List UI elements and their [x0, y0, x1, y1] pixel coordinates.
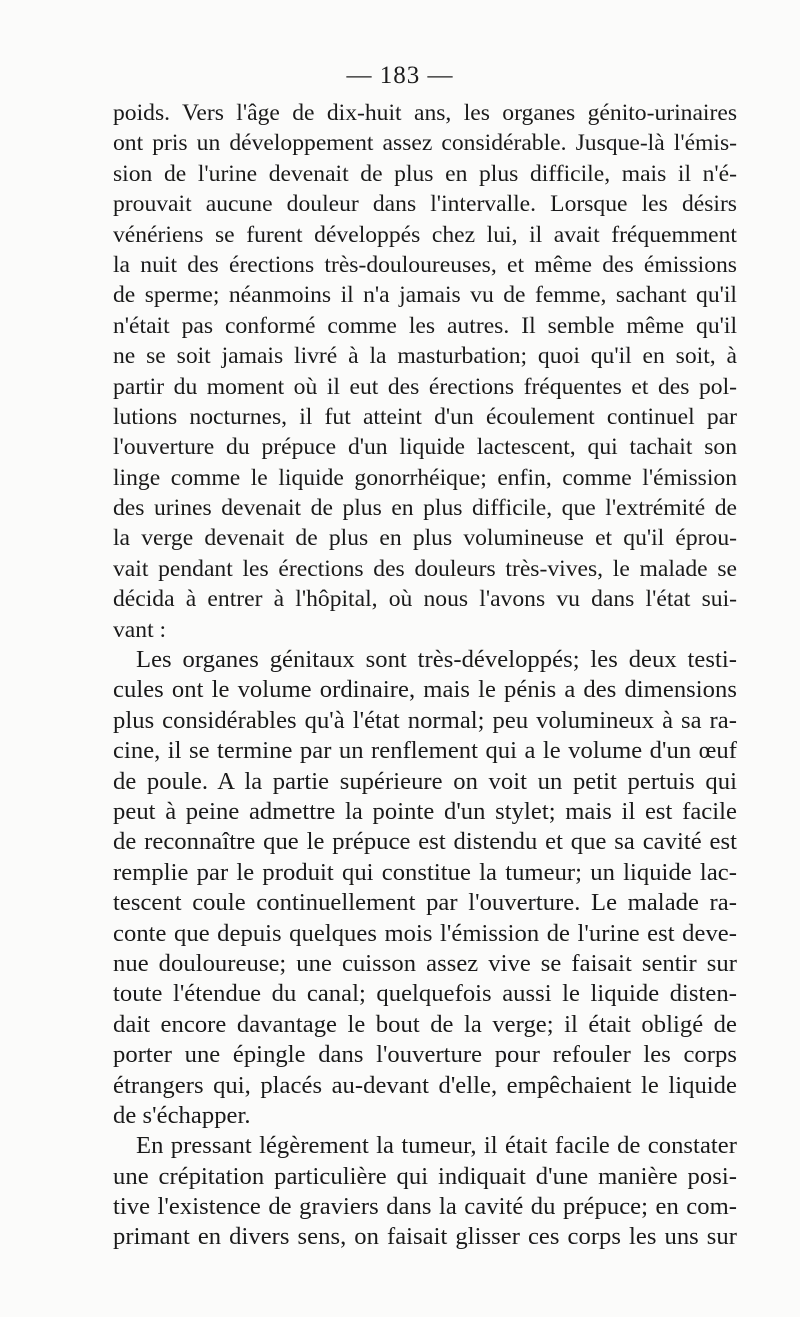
text-line: linge comme le liquide gonorrhéique; enfin, comme l'émission — [113, 464, 737, 491]
text-line: nue douloureuse; une cuisson assez vive se faisait sentir sur — [113, 949, 737, 977]
text-line: ont pris un développement assez considérable. Jusque-là l'émis- — [113, 130, 737, 157]
text-line: vant : — [113, 616, 167, 643]
text-line: des urines devenait de plus en plus difficile, que l'extrémité de — [113, 495, 737, 522]
text-line: étrangers qui, placés au-devant d'elle, empêchaient le liquide — [113, 1071, 737, 1099]
text-line: Les organes génitaux sont très-développés; les deux testi- — [136, 646, 737, 674]
text-line: plus considérables qu'à l'état normal; peu volumineux à sa ra- — [113, 706, 737, 734]
text-line: porter une épingle dans l'ouverture pour refouler les corps — [113, 1041, 737, 1069]
text-line: tive l'existence de graviers dans la cavité du prépuce; en com- — [113, 1193, 737, 1221]
text-line: de sperme; néanmoins il n'a jamais vu de femme, sachant qu'il — [113, 282, 737, 309]
text-line: la nuit des érections très-douloureuses, et même des émissions — [113, 251, 737, 278]
text-line: ne se soit jamais livré à la masturbation; quoi qu'il en soit, à — [113, 343, 737, 370]
text-line: sion de l'urine devenait de plus en plus difficile, mais il n'é- — [113, 160, 737, 187]
paragraph — [113, 645, 737, 1253]
text-line: décida à entrer à l'hôpital, où nous l'avons vu dans l'état sui- — [113, 586, 737, 613]
text-line: primant en divers sens, on faisait glisser ces corps les uns sur — [113, 1223, 737, 1251]
page-number: — 183 — — [346, 62, 454, 89]
text-line: l'ouverture du prépuce d'un liquide lactescent, qui tachait son — [113, 434, 737, 461]
text-line: tescent coule continuellement par l'ouverture. Le malade ra- — [113, 889, 737, 917]
text-line: n'était pas conformé comme les autres. Il semble même qu'il — [113, 312, 737, 339]
text-line: de poule. A la partie supérieure on voit un petit pertuis qui — [113, 767, 737, 795]
body-text — [113, 98, 737, 1253]
text-line: peut à peine admettre la pointe d'un stylet; mais il est facile — [113, 797, 737, 825]
text-line: de s'échapper. — [113, 1101, 251, 1129]
text-line: cules ont le volume ordinaire, mais le pénis a des dimensions — [113, 676, 737, 704]
text-line: une crépitation particulière qui indiquait d'une manière posi- — [113, 1162, 737, 1190]
paragraph — [113, 98, 737, 645]
text-line: dait encore davantage le bout de la verge; il était obligé de — [113, 1010, 737, 1038]
text-line: vait pendant les érections des douleurs très-vives, le malade se — [113, 555, 737, 582]
text-line: remplie par le produit qui constitue la tumeur; un liquide lac- — [113, 858, 737, 886]
text-line: cine, il se termine par un renflement qui a le volume d'un œuf — [113, 737, 737, 765]
text-line: partir du moment où il eut des érections fréquentes et des pol- — [113, 373, 737, 400]
text-line: lutions nocturnes, il fut atteint d'un écoulement continuel par — [113, 403, 737, 430]
text-line: toute l'étendue du canal; quelquefois aussi le liquide disten- — [113, 980, 737, 1008]
text-line: de reconnaître que le prépuce est distendu et que sa cavité est — [113, 828, 737, 856]
text-line: vénériens se furent développés chez lui, il avait fréquemment — [113, 221, 737, 248]
text-line: prouvait aucune douleur dans l'intervalle. Lorsque les désirs — [113, 191, 737, 218]
text-line: conte que depuis quelques mois l'émission de l'urine est deve- — [113, 919, 737, 947]
text-line: poids. Vers l'âge de dix-huit ans, les organes génito-urinaires — [113, 100, 737, 126]
text-line: En pressant légèrement la tumeur, il était facile de constater — [136, 1132, 737, 1160]
text-line: la verge devenait de plus en plus volumineuse et qu'il éprou- — [113, 525, 737, 552]
